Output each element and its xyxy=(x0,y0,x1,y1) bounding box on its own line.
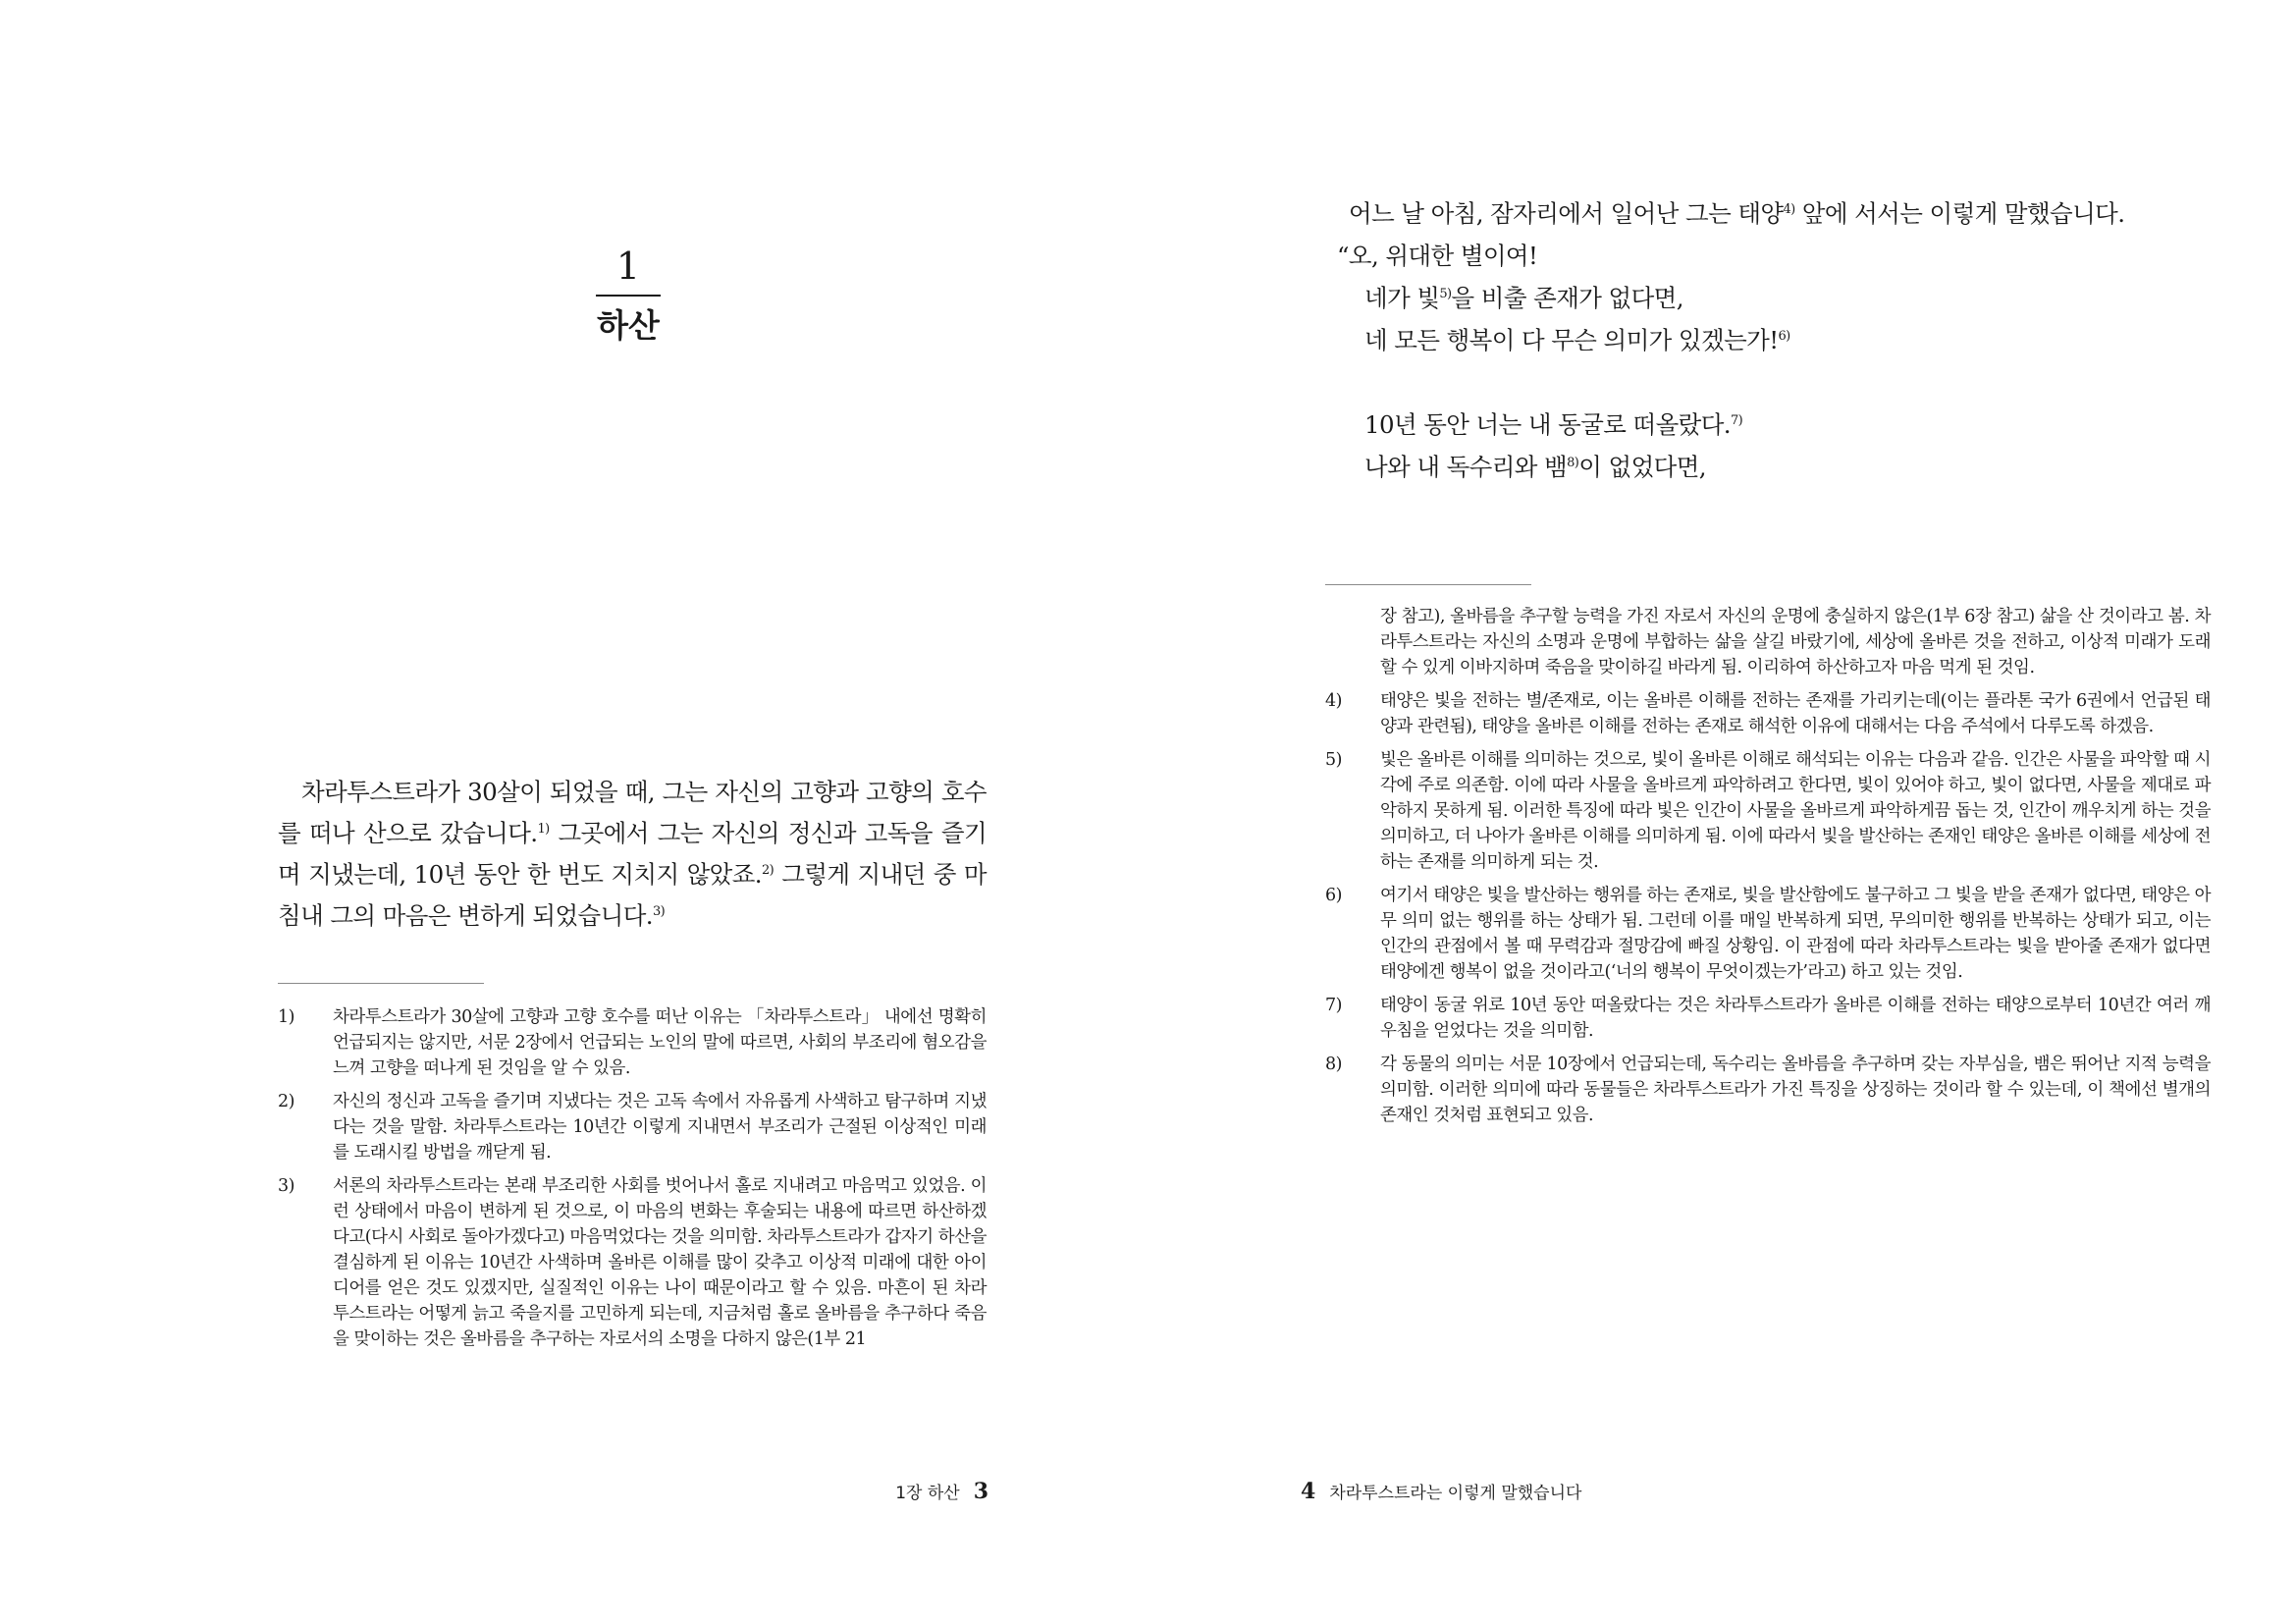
verse-text: 을 비출 존재가 없다면, xyxy=(1451,284,1683,312)
footnote-divider xyxy=(1325,584,1531,585)
footnote-item xyxy=(1325,1052,2211,1128)
footnote-ref-1[interactable]: 1) xyxy=(537,821,550,837)
verse-line xyxy=(1325,446,2211,488)
verse-text: 앞에 서서는 이렇게 말했습니다. xyxy=(1794,199,2125,228)
footnote-item xyxy=(278,1004,987,1081)
footnote-divider xyxy=(278,983,484,984)
footnotes-left xyxy=(278,1004,987,1360)
footnote-ref-4[interactable]: 4) xyxy=(1783,201,1795,217)
verse-text: 어느 날 아침, 잠자리에서 일어난 그는 태양 xyxy=(1349,199,1784,228)
footnote-text: 각 동물의 의미는 서문 10장에서 언급되는데, 독수리는 올바름을 추구하며 갖는 자부심을, 뱀은 뛰어난 지적 능력을 의미함. 이러한 의미에 따라 동물들은 차라투스트라가 가진 특징을 상징하는 것이라 할 수 있는데, 이 책에선 별개의 존재인 것처럼 표현되고 있음. xyxy=(1380,1055,2211,1125)
verse-line xyxy=(1325,404,2211,446)
footnote-number: 2) xyxy=(278,1092,294,1111)
footnote-number: 7) xyxy=(1325,996,1342,1015)
verse-line xyxy=(1325,319,2211,361)
footnote-number: 4) xyxy=(1325,691,1342,711)
footnote-number: 5) xyxy=(1325,750,1342,770)
footnotes-right xyxy=(1325,604,2211,1136)
footnote-number: 6) xyxy=(1325,886,1342,905)
page-footer-left xyxy=(895,1478,988,1507)
verse-text: 10년 동안 너는 내 동굴로 떠올랐다. xyxy=(1364,410,1731,439)
footnote-item xyxy=(278,1089,987,1165)
verse-text: 네가 빛 xyxy=(1364,284,1440,312)
page-footer-right xyxy=(1301,1478,1581,1507)
footnote-ref-5[interactable]: 5) xyxy=(1439,286,1452,301)
paragraph xyxy=(278,772,987,937)
chapter-heading xyxy=(550,244,707,346)
sentence-2: 그곳에서 그는 자신의 정신과 고독을 즐기며 지냈는데, 10년 동안 한 번도 지치지 않았죠. xyxy=(278,819,988,889)
footnote-continuation: 장 참고), 올바름을 추구할 능력을 가진 자로서 자신의 운명에 충실하지 않은(1부 6장 참고) 삶을 산 것이라고 봄. 차라투스트라는 자신의 소명과 운명에 부합하는 삶을 살길 바랐기에, 세상에 올바른 것을 전하고, 이상적 미래가 도래할 수 있게 이바지하며 죽음을 맞이하길 바라게 됨. 이리하여 하산하고자 마음 먹게 된 것임. xyxy=(1380,607,2211,677)
footnote-text: 태양은 빛을 전하는 별/존재로, 이는 올바른 이해를 전하는 존재를 가리키는데(이는 플라톤 국가 6권에서 언급된 태양과 관련됨), 태양을 올바른 이해를 전하는 존재로 해석한 이유에 대해서는 다음 주석에서 다루도록 하겠음. xyxy=(1380,691,2211,736)
footnote-ref-3[interactable]: 3) xyxy=(652,903,666,919)
footnote-text: 자신의 정신과 고독을 즐기며 지냈다는 것은 고독 속에서 자유롭게 사색하고 탐구하며 지냈다는 것을 말함. 차라투스트라는 10년간 이렇게 지내면서 부조리가 근절된 이상적인 미래를 도래시킬 방법을 깨닫게 됨. xyxy=(333,1092,987,1163)
footnote-item xyxy=(1325,993,2211,1044)
footnote-number: 3) xyxy=(278,1176,294,1196)
running-footer-book-title: 차라투스트라는 이렇게 말했습니다 xyxy=(1329,1484,1582,1503)
page-number: 3 xyxy=(973,1479,988,1504)
page-number: 4 xyxy=(1301,1479,1316,1504)
body-paragraph xyxy=(278,772,987,937)
footnote-ref-2[interactable]: 2) xyxy=(762,862,774,878)
footnote-number: 1) xyxy=(278,1007,294,1027)
right-page xyxy=(1148,0,2296,1624)
footnote-ref-8[interactable]: 8) xyxy=(1567,455,1579,470)
stanza-break xyxy=(1325,361,2211,404)
footnote-text: 여기서 태양은 빛을 발산하는 행위를 하는 존재로, 빛을 발산함에도 불구하고 그 빛을 받을 존재가 없다면, 태양은 아무 의미 없는 행위를 하는 상태가 됨. 그런데 이를 매일 반복하게 되면, 무의미한 행위를 반복하는 상태가 되고, 이는 인간의 관점에서 볼 때 무력감과 절망감에 빠질 상황임. 이 관점에 따라 차라투스트라는 빛을 받아줄 존재가 없다면 태양에겐 행복이 없을 것이라고(‘너의 행복이 무엇이겠는가’라고) 하고 있는 것임. xyxy=(1380,886,2211,982)
verse-text: 네 모든 행복이 다 무슨 의미가 있겠는가! xyxy=(1364,326,1779,354)
verse-intro xyxy=(1325,192,2211,235)
verse-line xyxy=(1325,277,2211,319)
footnote-item xyxy=(1325,883,2211,985)
chapter-title: 하산 xyxy=(597,306,660,345)
footnote-ref-7[interactable]: 7) xyxy=(1730,412,1743,428)
chapter-number: 1 xyxy=(615,244,641,288)
footnote-item xyxy=(1325,688,2211,739)
footnote-text: 서론의 차라투스트라는 본래 부조리한 사회를 벗어나서 홀로 지내려고 마음먹고 있었음. 이런 상태에서 마음이 변하게 된 것으로, 이 마음의 변화는 후술되는 내용에 따르면 하산하겠다고(다시 사회로 돌아가겠다고) 마음먹었다는 것을 의미함. 차라투스트라가 갑자기 하산을 결심하게 된 이유는 10년간 사색하며 올바른 이해를 많이 갖추고 이상적 미래에 대한 아이디어를 얻은 것도 있겠지만, 실질적인 이유는 나이 때문이라고 할 수 있음. 마흔이 된 차라투스트라는 어떻게 늙고 죽을지를 고민하게 되는데, 지금처럼 홀로 올바름을 추구하다 죽음을 맞이하는 것은 올바름을 추구하는 자로서의 소명을 다하지 않은(1부 21 xyxy=(333,1176,987,1349)
footnote-number: 8) xyxy=(1325,1055,1342,1074)
footnote-item xyxy=(278,1173,987,1352)
footnote-ref-6[interactable]: 6) xyxy=(1778,328,1790,344)
footnote-text: 빛은 올바른 이해를 의미하는 것으로, 빛이 올바른 이해로 해석되는 이유는 다음과 같음. 인간은 사물을 파악할 때 시각에 주로 의존함. 이에 따라 사물을 올바르게 파악하려고 한다면, 빛이 있어야 하고, 빛이 없다면, 사물을 제대로 파악하지 못하게 됨. 이러한 특징에 따라 빛은 인간이 사물을 올바르게 파악하게끔 돕는 것, 인간이 깨우치게 하는 것을 의미하고, 더 나아가 올바른 이해를 의미하게 됨. 이에 따라서 빛을 발산하는 존재인 태양은 올바른 이해를 세상에 전하는 존재를 의미하게 되는 것. xyxy=(1380,750,2211,872)
chapter-rule xyxy=(596,295,661,297)
sentence-3: 그렇게 지내던 중 마침내 그의 마음은 변하게 되었습니다. xyxy=(278,860,987,930)
verse-block xyxy=(1325,192,2211,488)
running-footer-chapter: 1장 하산 xyxy=(895,1484,960,1503)
sentence-1: 차라투스트라가 30살이 되었을 때, 그는 자신의 고향과 고향의 호수를 떠나 산으로 갔습니다. xyxy=(278,778,987,847)
footnote-text: 차라투스트라가 30살에 고향과 고향 호수를 떠난 이유는 「차라투스트라」 내에선 명확히 언급되지는 않지만, 서문 2장에서 언급되는 노인의 말에 따르면, 사회의 부조리에 혐오감을 느껴 고향을 떠나게 된 것임을 알 수 있음. xyxy=(333,1007,987,1078)
footnote-text: 태양이 동굴 위로 10년 동안 떠올랐다는 것은 차라투스트라가 올바른 이해를 전하는 태양으로부터 10년간 여러 깨우침을 얻었다는 것을 의미함. xyxy=(1380,996,2211,1041)
footnote-item xyxy=(1325,747,2211,875)
verse-text: 나와 내 독수리와 뱀 xyxy=(1364,453,1568,481)
verse-text: 이 없었다면, xyxy=(1578,453,1706,481)
verse-line: “오, 위대한 별이여! xyxy=(1337,242,1538,270)
